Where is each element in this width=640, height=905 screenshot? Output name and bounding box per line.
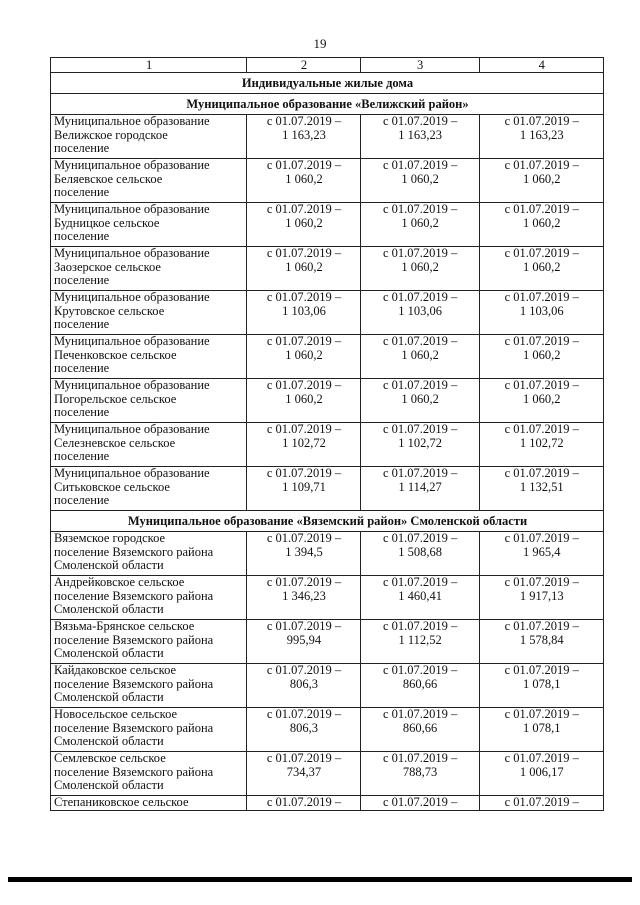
cell-line: поселение [54,493,110,507]
cell-line: с 01.07.2019 – [266,334,342,348]
tariff-column-2-cell [247,708,360,752]
cell-line: с 01.07.2019 – [382,663,458,677]
cell-line: с 01.07.2019 – [504,158,579,172]
cell-line: 806,3 [289,720,319,735]
cell-line: с 01.07.2019 – [266,422,342,436]
tariff-column-3-cell [360,203,479,247]
cell-line: поселение Вяземского района [54,632,214,647]
table-row [51,423,604,467]
cell-line: 1 578,84 [519,632,564,647]
cell-line: Погорельское сельское [54,391,177,406]
group-header-row [51,94,604,115]
table-row [51,247,604,291]
municipality-name-cell [51,335,247,379]
cell-line: с 01.07.2019 – [504,707,579,721]
tariff-column-2-cell [247,115,360,159]
municipality-name-cell [51,379,247,423]
cell-line: поселение [54,273,110,287]
cell-line: с 01.07.2019 – [382,751,458,765]
tariff-column-2-cell [247,576,360,620]
cell-line: с 01.07.2019 – [504,466,579,480]
cell-line: с 01.07.2019 – [382,619,458,633]
cell-line: с 01.07.2019 – [504,290,579,304]
cell-line: Андрейковское сельское [54,575,185,589]
cell-line: с 01.07.2019 – [266,466,342,480]
cell-line: с 01.07.2019 – [504,619,579,633]
tariff-column-3-cell [360,467,479,511]
cell-line: Велижское городское [54,127,168,142]
group-title: Муниципальное образование «Вяземский район» Смоленской области [51,511,604,532]
table-row [51,115,604,159]
tariff-column-2-cell [247,752,360,796]
cell-line: с 01.07.2019 – [266,751,342,765]
cell-line: с 01.07.2019 – [266,795,342,809]
cell-line: Муниципальное образование [54,114,210,128]
cell-line: 1 102,72 [398,435,442,450]
cell-line: 1 060,2 [285,215,323,230]
cell-line: 995,94 [286,632,322,647]
municipality-name-cell [51,664,247,708]
cell-line: 1 346,23 [282,588,326,603]
cell-line: 1 060,2 [401,259,439,274]
page-number: 19 [313,36,327,51]
cell-line: поселение Вяземского района [54,764,214,779]
cell-line: поселение Вяземского района [54,588,214,603]
table-row [51,159,604,203]
table-row [51,467,604,511]
tariff-column-4-cell [479,467,603,511]
cell-line: 806,3 [289,676,319,691]
tariff-column-4-cell [479,335,603,379]
cell-line: с 01.07.2019 – [266,158,342,172]
cell-line: Смоленской области [54,646,164,660]
cell-line: 860,66 [402,676,438,691]
cell-line: Будницкое сельское [54,215,160,230]
tariff-column-3-cell [360,115,479,159]
tariff-column-4-cell [479,532,603,576]
cell-line: с 01.07.2019 – [504,202,579,216]
cell-line: с 01.07.2019 – [266,707,342,721]
cell-line: с 01.07.2019 – [504,114,579,128]
cell-line: с 01.07.2019 – [504,531,579,545]
cell-line: поселение Вяземского района [54,544,214,559]
municipality-name-cell [51,203,247,247]
cell-line: 1 103,06 [398,303,442,318]
municipality-name-cell [51,291,247,335]
table-row [51,379,604,423]
column-number-row [51,58,604,73]
tariff-column-3-cell [360,532,479,576]
cell-line: 1 103,06 [519,303,564,318]
cell-line: с 01.07.2019 – [382,290,458,304]
cell-line: 1 163,23 [519,127,564,142]
cell-line: с 01.07.2019 – [504,378,579,392]
section-header-row [51,73,604,94]
cell-line: поселение [54,449,110,463]
cell-line: с 01.07.2019 – [266,290,342,304]
tariff-column-4-cell [479,379,603,423]
cell-line: с 01.07.2019 – [266,663,342,677]
tariff-column-3-cell [360,796,479,811]
municipality-name-cell [51,576,247,620]
cell-line: 1 060,2 [401,347,439,362]
tariff-column-3-cell [360,708,479,752]
cell-line: с 01.07.2019 – [382,707,458,721]
cell-line: поселение [54,185,110,199]
tariff-column-2-cell [247,467,360,511]
tariff-column-2-cell [247,203,360,247]
cell-line: 1 060,2 [523,391,561,406]
tariff-column-2-cell [247,335,360,379]
cell-line: Муниципальное образование [54,334,210,348]
tariff-column-3-cell [360,576,479,620]
cell-line: 1 109,71 [282,479,326,494]
cell-line: с 01.07.2019 – [266,378,342,392]
cell-line: 1 078,1 [523,676,561,691]
cell-line: 1 060,2 [523,171,561,186]
tariff-column-4-cell [479,664,603,708]
column-number-2: 2 [247,58,360,73]
column-number-1: 1 [51,58,247,73]
column-number-4: 4 [479,58,603,73]
cell-line: Семлевское сельское [54,751,166,765]
cell-line: 860,66 [402,720,438,735]
tariff-column-4-cell [479,796,603,811]
tariff-column-2-cell [247,532,360,576]
cell-line: с 01.07.2019 – [382,422,458,436]
cell-line: с 01.07.2019 – [504,575,579,589]
municipality-name-cell [51,752,247,796]
municipality-name-cell [51,247,247,291]
cell-line: 1 163,23 [398,127,442,142]
cell-line: 1 394,5 [285,544,323,559]
table-row [51,532,604,576]
municipality-name-cell [51,115,247,159]
tariff-table [50,57,604,811]
cell-line: 734,37 [286,764,322,779]
cell-line: с 01.07.2019 – [382,202,458,216]
cell-line: поселение [54,229,110,243]
cell-line: 1 060,2 [523,347,561,362]
cell-line: Вяземское городское [54,531,166,545]
municipality-name-cell [51,620,247,664]
cell-line: с 01.07.2019 – [504,751,579,765]
cell-line: с 01.07.2019 – [266,202,342,216]
cell-line: поселение [54,317,110,331]
tariff-column-4-cell [479,115,603,159]
municipality-name-cell [51,708,247,752]
cell-line: 1 114,27 [398,479,442,494]
cell-line: 1 078,1 [523,720,561,735]
cell-line: поселение Вяземского района [54,720,214,735]
cell-line: с 01.07.2019 – [266,531,342,545]
cell-line: с 01.07.2019 – [266,575,342,589]
tariff-column-2-cell [247,247,360,291]
bottom-rule [8,877,632,882]
tariff-column-4-cell [479,620,603,664]
group-header-row [51,511,604,532]
cell-line: 1 060,2 [285,259,323,274]
table-row [51,752,604,796]
cell-line: 1 006,17 [519,764,564,779]
tariff-column-4-cell [479,576,603,620]
tariff-column-3-cell [360,291,479,335]
cell-line: с 01.07.2019 – [382,531,458,545]
tariff-column-4-cell [479,423,603,467]
cell-line: с 01.07.2019 – [382,575,458,589]
tariff-column-4-cell [479,752,603,796]
cell-line: Степаниковское сельское [54,795,189,809]
cell-line: Крутовское сельское [54,303,165,318]
table-row [51,708,604,752]
cell-line: 1 103,06 [282,303,326,318]
cell-line: Муниципальное образование [54,290,210,304]
cell-line: 1 060,2 [285,391,323,406]
tariff-column-4-cell [479,708,603,752]
cell-line: Смоленской области [54,690,164,704]
cell-line: с 01.07.2019 – [266,246,342,260]
cell-line: с 01.07.2019 – [382,246,458,260]
cell-line: 1 132,51 [519,479,564,494]
section-title: Индивидуальные жилые дома [51,73,604,94]
cell-line: с 01.07.2019 – [382,378,458,392]
tariff-column-3-cell [360,159,479,203]
municipality-name-cell [51,423,247,467]
cell-line: Заозерское сельское [54,259,161,274]
tariff-column-4-cell [479,159,603,203]
tariff-column-2-cell [247,796,360,811]
cell-line: Муниципальное образование [54,246,210,260]
tariff-table-body [51,58,604,811]
cell-line: 788,73 [402,764,438,779]
cell-line: 1 508,68 [398,544,442,559]
cell-line: 1 060,2 [523,215,561,230]
cell-line: Смоленской области [54,602,164,616]
table-row [51,664,604,708]
cell-line: Беляевское сельское [54,171,163,186]
tariff-column-3-cell [360,379,479,423]
cell-line: 1 060,2 [523,259,561,274]
cell-line: поселение [54,141,110,155]
cell-line: с 01.07.2019 – [266,619,342,633]
cell-line: Селезневское сельское [54,435,176,450]
cell-line: Смоленской области [54,778,164,792]
cell-line: с 01.07.2019 – [382,795,458,809]
cell-line: с 01.07.2019 – [504,422,579,436]
cell-line: с 01.07.2019 – [504,663,579,677]
cell-line: с 01.07.2019 – [382,466,458,480]
tariff-column-2-cell [247,159,360,203]
cell-line: 1 112,52 [398,632,442,647]
cell-line: Смоленской области [54,558,164,572]
cell-line: 1 060,2 [401,215,439,230]
cell-line: 1 060,2 [401,171,439,186]
tariff-column-2-cell [247,291,360,335]
cell-line: с 01.07.2019 – [504,246,579,260]
municipality-name-cell [51,467,247,511]
tariff-column-4-cell [479,203,603,247]
tariff-column-2-cell [247,620,360,664]
tariff-column-3-cell [360,752,479,796]
cell-line: 1 965,4 [523,544,561,559]
tariff-column-3-cell [360,247,479,291]
cell-line: 1 060,2 [285,347,323,362]
tariff-column-4-cell [479,291,603,335]
cell-line: 1 060,2 [285,171,323,186]
cell-line: 1 163,23 [282,127,326,142]
cell-line: с 01.07.2019 – [382,114,458,128]
cell-line: с 01.07.2019 – [266,114,342,128]
tariff-column-3-cell [360,335,479,379]
tariff-column-3-cell [360,423,479,467]
table-row [51,291,604,335]
tariff-column-3-cell [360,664,479,708]
cell-line: 1 060,2 [401,391,439,406]
cell-line: Муниципальное образование [54,158,210,172]
cell-line: 1 917,13 [519,588,564,603]
municipality-name-cell [51,159,247,203]
tariff-column-2-cell [247,423,360,467]
cell-line: поселение [54,361,110,375]
cell-line: Вязьма-Брянское сельское [54,619,195,633]
cell-line: Муниципальное образование [54,378,210,392]
column-number-3: 3 [360,58,479,73]
cell-line: Ситьковское сельское [54,479,170,494]
municipality-name-cell [51,532,247,576]
cell-line: 1 102,72 [519,435,564,450]
cell-line: поселение Вяземского района [54,676,214,691]
cell-line: 1 102,72 [282,435,326,450]
tariff-column-2-cell [247,379,360,423]
tariff-column-3-cell [360,620,479,664]
tariff-column-4-cell [479,247,603,291]
table-row [51,620,604,664]
table-row [51,203,604,247]
group-title: Муниципальное образование «Велижский район» [51,94,604,115]
table-row [51,576,604,620]
table-row [51,796,604,811]
cell-line: с 01.07.2019 – [382,334,458,348]
cell-line: Новосельское сельское [54,707,178,721]
table-row [51,335,604,379]
cell-line: Смоленской области [54,734,164,748]
cell-line: Муниципальное образование [54,202,210,216]
municipality-name-cell [51,796,247,811]
cell-line: с 01.07.2019 – [504,795,579,809]
cell-line: Муниципальное образование [54,466,210,480]
cell-line: поселение [54,405,110,419]
tariff-column-2-cell [247,664,360,708]
cell-line: Кайдаковское сельское [54,663,177,677]
cell-line: с 01.07.2019 – [504,334,579,348]
cell-line: с 01.07.2019 – [382,158,458,172]
cell-line: 1 460,41 [398,588,442,603]
cell-line: Муниципальное образование [54,422,210,436]
cell-line: Печенковское сельское [54,347,177,362]
